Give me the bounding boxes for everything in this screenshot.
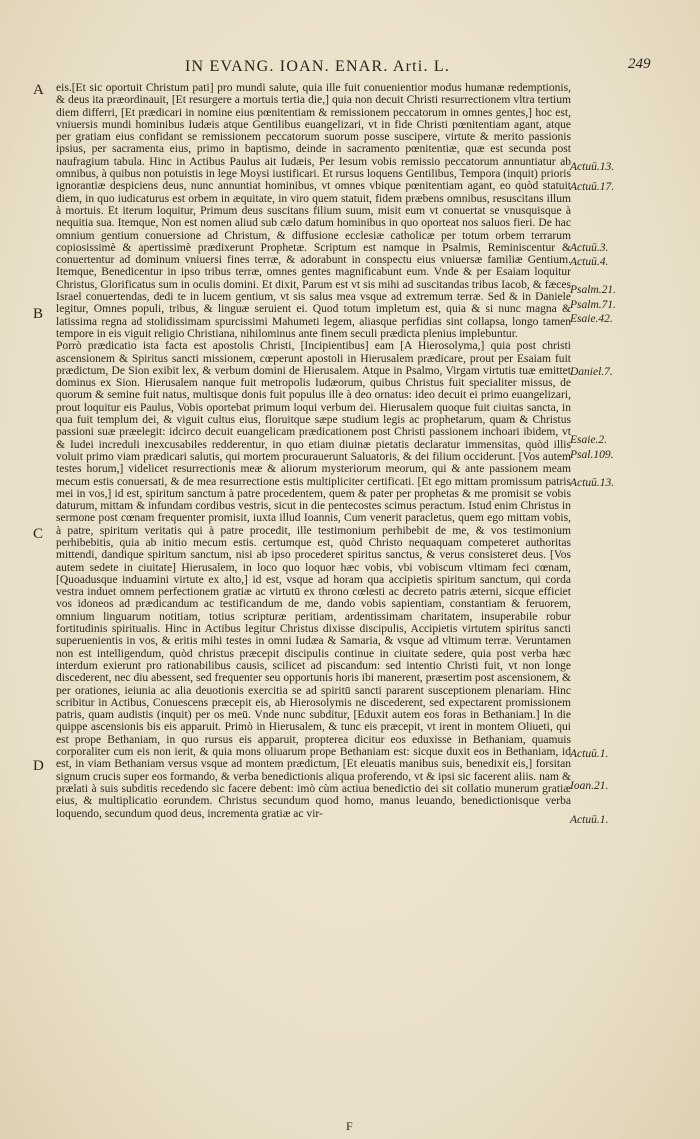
paragraph: Porrò prædicatio ista facta est apostolis Christi, [Incipientibus] eam [A Hierosolyma,] quia post christi ascensionem & Spiritus sancti missionem, cœperunt apostoli in Hierusalem prædicare, prout per Esaiam fuit prædictum, De Sion exibit lex, & verbum domini de Hierusalem. Atque in Psalmo, Virgam virtutis tuæ emittet dominus ex Sion. Hierusalem nanque fuit metropolis Iudæorum, quibus Christus fuit specialiter missus, de quorum & semine fuit natus, multisque donis fuit populus ille à deo ornatus: ideo decuit ei primo euangelizari, prout loquitur eis Paulus, Vobis oportebat primum loqui verbum dei. Hierusalem quoque fuit ciuitas sancta, in qua fuit templum dei, & viguit cultus eius, floruitque sæpe studium legis ac prophetarum, quam & Christus passioni suæ præelegit: idcirco decuit euangelicam prædicationem post Christi passionem inchoari ibidem, vt & Iudei increduli inexcusabiles redderentur, in quo etiam diuinæ pietatis declaratur immensitas, quòd illis voluit primo viam prædicari salutis, qui mortem procurauerunt Saluatoris, & dei filium occiderunt. [Vos autem testes horum,] videlicet resurrectionis meæ & aliorum mysteriorum meorum, qui & ante passionem meam mecum estis conuersati, & de mea resurrectione estis multipliciter certificati. [Et ego mittam promissum patris mei in vos,] id est, spiritum sanctum à patre procedentem, quem & pater per prophetas & me promisit se vobis daturum, mittam & infundam cordibus vestris, sicut in die pentecostes scimus peractum. Istud enim Christus in sermone post cœnam frequenter promisit, iuxta illud Ioannis, Cum venerit paracletus, quem ego mittam vobis, à patre, spiritum veritatis qui à patre procedit, ille testimonium perhibebit de me, & vos testimonium perhibebitis, quia ab initio mecum estis. certumque est, quòd Christo nequaquam competeret authoritas mittendi, dandique spiritum sanctum, nisi ab ipso procederet spiritus sanctus, & verus consisteret deus. [Vos autem sedete in ciuitate] Hierusalem, in loco quo loquor hæc vobis, vbi vobiscum vltimam feci cœnam, [Quoadusque induamini virtute ex alto,] id est, vsque ad horam qua accipietis spiritum sanctum, qui corda vestra induet omnem perfectionem gratiæ ac virtutū ex throno cœlesti ac decreto patris æterni, sicque efficiet vos idoneos ad prædicandum ac testificandum de me, dando vobis sapientiam, constantiam & feruorem, omnium linguarum notitiam, totius scripturæ peritiam, ardentissimam charitatem, insuperabile robur fortitudinis spiritualis. Hinc in Actibus legitur Christus dixisse discipulis, Accipietis virtutem spiritus sancti superuenientis in vos, & eritis mihi testes in omni Iudæa & Samaria, & vsque ad vltimum terræ. Veruntamen non est intelligendum, quòd christus præcepit discipulis continue in ciuitate sedere, quia post verba hæc interdum exierunt pro rationabilibus causis, scilicet ad piscandum: sed intentio Christi fuit, vt non longe discederent, nec diu abessent, sed frequenter seu opportunis horis ibi manerent, præsertim post ascensionem, & per orationes, ieiunia ac alia deuotionis exercitia se ad spiritū sancti pararent susceptionem plenariam. Hinc scribitur in Actibus, Conuescens præcepit eis, ab Hierosolymis ne discederent, sed expectarent promissionem patris, quam audistis (inquit) per os meū. Vnde nunc subditur, [Eduxit autem eos foras in Bethaniam.] In die quippe ascensionis bis eis apparuit. Primò in Hierusalem, & tunc eis præcepit, vt irent in montem Oliueti, qui est prope Bethaniam, in quo rursus eis apparuit, propterea dicitur eos eduxisse in Bethaniam, quamuis corporaliter cum eis non ierit, & quia mons oliuarum prope Bethaniam est: sicque duxit eos in Bethaniam, id est, in viam Bethaniam versus vsque ad montem prædictum, [Et eleuatis manibus suis, benedixit eis,] forsitan signum crucis super eos formando, & verba benedictionis aliqua proferendo, vt & ipsi sic facerent aliis. nam & prælati à suis subditis recedendo sic facere debent: imò cùm actiua benedictio dei sit collatio munerum gratiæ eius, & multiplicatio eorundem. Christus secundum quod homo, manus leuando, benedictionisque verba loquendo, secundum quod deus, incrementa gratiæ ac vir-	[56, 340, 571, 820]
section-letter-a: A	[33, 82, 44, 98]
margin-note: Psalm.71.	[570, 299, 616, 311]
section-letter-c: C	[33, 526, 44, 542]
margin-note: Psal.109.	[570, 449, 614, 461]
margin-note: Actuū.13.	[570, 477, 615, 489]
margin-note: Actuū.1.	[570, 748, 609, 760]
margin-note: Esaie.42.	[570, 313, 613, 325]
margin-note: Daniel.7.	[570, 366, 613, 378]
section-letter-d: D	[33, 758, 44, 774]
running-head: IN EVANG. IOAN. ENAR. Arti. L.	[185, 58, 451, 75]
margin-note: Ioan.21.	[570, 780, 609, 792]
margin-note: Actuū.4.	[570, 256, 609, 268]
margin-note: Psalm.21.	[570, 284, 616, 296]
margin-note: Actuū.13.	[570, 161, 615, 173]
commentary-text	[56, 82, 571, 820]
margin-note: Actuū.3.	[570, 242, 609, 254]
margin-note: Esaie.2.	[570, 434, 608, 446]
signature-mark: F	[346, 1119, 353, 1133]
paragraph: eis.[Et sic oportuit Christum pati] pro mundi salute, quia ille fuit conuenientior modus humanæ redemptionis, & deus ita præordinauit, [Et resurgere a mortuis tertia die,] quia non decuit Christi resurrectionem vltra tertium diem differri, [Et prædicari in nomine eius pœnitentiam & remissionem peccatorum in omnes gentes,] hoc est, vniuersis mundi hominibus Iudæis atque Gentilibus euangelizari, vt in fide Christi pœnitentiam agant, atque per gratiam eius confidant se remissionem peccatorum suorum posse suscipere, virtute & merito passionis ipsius, per sacramenta eius, primo in baptismo, deinde in sacramento pœnitentiæ, quæ est secunda post naufragium tabula. Hinc in Actibus Paulus ait Iudæis, Per Iesum vobis remissio peccatorum annuntiatur ab omnibus, à quibus non potuistis in lege Moysi iustificari. Et rursus loquens Gentilibus, Tempora (inquit) prioris ignorantiæ despiciens deus, nunc annuntiat hominibus, vt omnes vbique pœnitentiam agant, eo quòd statuit diem, in quo iudicaturus est orbem in æquitate, in viro quem statuit, fidem præbens omnibus, resuscitans illum à mortuis. Et iterum loquitur, Primum deus suscitans filium suum, misit eum vt conuertat se vnusquisque à nequitia sua. Itemque, Non est nomen aliud sub cælo datum hominibus in quo oporteat nos saluos fieri. De hac omnium gentium conuersione ad Christum, & diffusione ecclesiæ catholicæ per totum orbem terrarum copiosissimè & apertissimè prædixerunt Prophetæ. Scriptum est namque in Psalmis, Reminiscentur & conuertentur ad dominum vniuersi fines terræ, & adorabunt in conspectu eius vniuersæ familiæ Gentium. Itemque, Benedicentur in ipso tribus terræ, omnes gentes magnificabunt eum. Vnde & per Esaiam loquitur Christus, Glorificatus sum in oculis domini. Et dixit, Parum est vt sis mihi ad suscitandas tribus Iacob, & fæces Israel conuertendas, dedi te in lucem gentium, vt sis salus mea vsque ad extremum terræ. Sed & in Daniele legitur, Omnes populi, tribus, & linguæ seruient ei. Quod totum impletum est, quia & si nunc magna & latissima regna ad stolidissimam spurcissimi Mahumeti legem, aliasque perfidias sint collapsa, longo tamen tempore in eis viguit religio Christiana, nihilominus ante finem seculi prædicta plenius implebuntur.	[56, 82, 571, 340]
page-number: 249	[628, 56, 651, 72]
margin-note: Actuū.17.	[570, 181, 615, 193]
margin-note: Actuū.1.	[570, 814, 609, 826]
section-letter-b: B	[33, 306, 44, 322]
page-header	[0, 58, 700, 82]
